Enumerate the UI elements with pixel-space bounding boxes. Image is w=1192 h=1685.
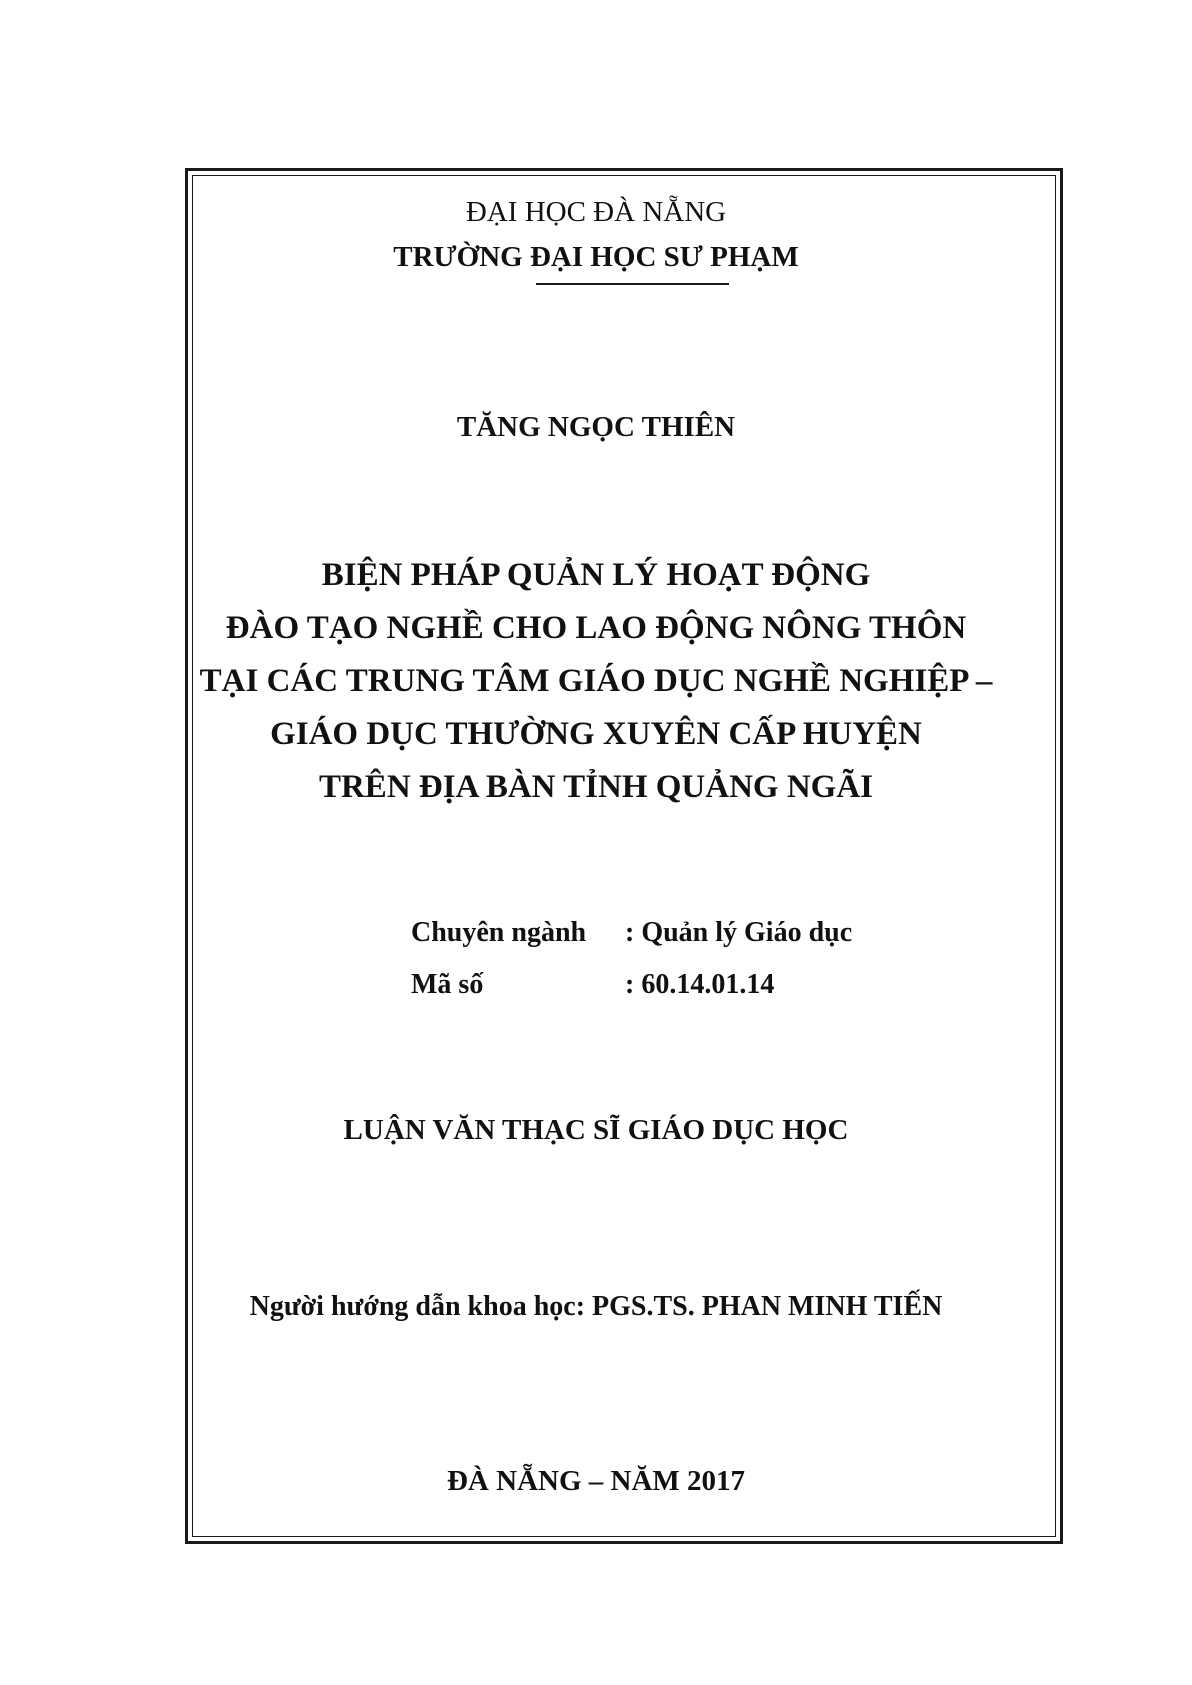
major-label: Chuyên ngành: [411, 917, 587, 948]
code-label: Mã số: [411, 969, 484, 1000]
thesis-title-line: ĐÀO TẠO NGHỀ CHO LAO ĐỘNG NÔNG THÔN: [225, 610, 967, 646]
supervisor-line: Người hướng dẫn khoa học: PGS.TS. PHAN MINH TIẾN: [249, 1291, 943, 1322]
code-value: : 60.14.01.14: [625, 969, 775, 1000]
major-value: : Quản lý Giáo dục: [625, 917, 853, 948]
thesis-title-line: BIỆN PHÁP QUẢN LÝ HOẠT ĐỘNG: [321, 557, 871, 593]
cover-border-inner: [192, 175, 1056, 1537]
degree-type: LUẬN VĂN THẠC SĨ GIÁO DỤC HỌC: [343, 1114, 849, 1146]
school-name: TRƯỜNG ĐẠI HỌC SƯ PHẠM: [393, 241, 799, 273]
thesis-title-line: TRÊN ĐỊA BÀN TỈNH QUẢNG NGÃI: [318, 769, 874, 805]
school-underline-divider: [536, 283, 729, 285]
thesis-title-line: TẠI CÁC TRUNG TÂM GIÁO DỤC NGHỀ NGHIỆP –: [199, 663, 993, 699]
place-and-year: ĐÀ NẴNG – NĂM 2017: [446, 1465, 746, 1497]
university-name: ĐẠI HỌC ĐÀ NẴNG: [465, 196, 727, 228]
cover-border-outer: [185, 168, 1063, 1544]
thesis-title-line: GIÁO DỤC THƯỜNG XUYÊN CẤP HUYỆN: [270, 716, 922, 752]
author-name: TĂNG NGỌC THIÊN: [456, 411, 736, 443]
thesis-title: [0, 549, 1192, 814]
